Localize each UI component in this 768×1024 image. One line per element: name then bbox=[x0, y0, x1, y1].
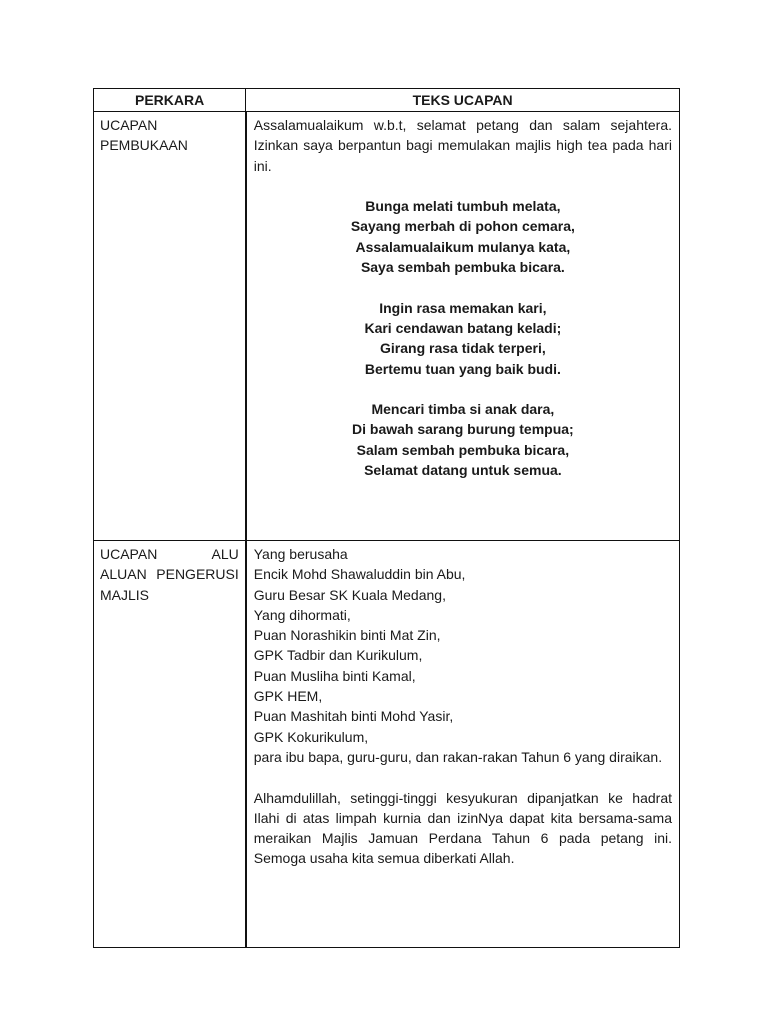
speech-table bbox=[93, 88, 680, 948]
closing-paragraph: Alhamdulillah, setinggi-tinggi kesyukuran dipanjatkan ke hadrat Ilahi di atas limpah kurnia dan izinNya dapat kita bersama-sama meraikan Majlis Jamuan Perdana Tahun 6 pada petang ini. Semoga usaha kita semua diberkati Allah. bbox=[253, 789, 672, 867]
greeting-line: Encik Mohd Shawaluddin bin Abu, bbox=[253, 566, 466, 583]
pantun-line: Di bawah sarang burung tempua; bbox=[352, 421, 574, 438]
greeting-line: para ibu bapa, guru-guru, dan rakan-rakan Tahun 6 yang diraikan. bbox=[253, 748, 663, 765]
pantun-line: Girang rasa tidak terperi, bbox=[380, 340, 546, 357]
header-teks-ucapan: TEKS UCAPAN bbox=[246, 89, 680, 112]
perkara-line: UCAPAN bbox=[100, 117, 158, 133]
teks-cell-pembukaan bbox=[246, 112, 680, 541]
perkara-line: UCAPAN ALU bbox=[100, 546, 239, 562]
greeting-line: Puan Mashitah binti Mohd Yasir, bbox=[253, 708, 454, 725]
greeting-line: GPK Kokurikulum, bbox=[253, 728, 369, 745]
pantun-stanza-1 bbox=[254, 196, 672, 277]
greeting-line: Guru Besar SK Kuala Medang, bbox=[253, 586, 446, 603]
header-perkara: PERKARA bbox=[94, 89, 246, 112]
pantun-line: Saya sembah pembuka bicara. bbox=[360, 259, 565, 276]
table-row-pembukaan bbox=[94, 112, 680, 541]
pantun-line: Assalamualaikum mulanya kata, bbox=[355, 238, 571, 255]
table-row-alu-aluan bbox=[94, 541, 680, 948]
greeting-line: GPK Tadbir dan Kurikulum, bbox=[253, 647, 423, 664]
table-header-row bbox=[94, 89, 680, 112]
greetings-list bbox=[254, 544, 672, 767]
greeting-line: Puan Norashikin binti Mat Zin, bbox=[253, 627, 441, 644]
pantun-line: Ingin rasa memakan kari, bbox=[379, 299, 547, 316]
pantun-line: Salam sembah pembuka bicara, bbox=[356, 441, 570, 458]
pantun-line: Selamat datang untuk semua. bbox=[364, 462, 562, 479]
perkara-cell-alu-aluan bbox=[94, 541, 246, 948]
pantun-stanza-2 bbox=[254, 298, 672, 379]
pantun-line: Mencari timba si anak dara, bbox=[371, 401, 555, 418]
intro-paragraph: Assalamualaikum w.b.t, selamat petang dan salam sejahtera. Izinkan saya berpantun bagi memulakan majlis high tea pada hari ini. bbox=[253, 117, 672, 174]
pantun-line: Kari cendawan batang keladi; bbox=[364, 319, 562, 336]
pantun-line: Sayang merbah di pohon cemara, bbox=[350, 218, 575, 235]
pantun-line: Bunga melati tumbuh melata, bbox=[365, 198, 561, 215]
perkara-line: PEMBUKAAN bbox=[100, 137, 188, 154]
pantun-stanza-3 bbox=[254, 399, 672, 480]
greeting-line: Yang berusaha bbox=[253, 546, 348, 562]
greeting-line: GPK HEM, bbox=[253, 688, 323, 705]
teks-cell-alu-aluan bbox=[246, 541, 680, 948]
perkara-cell-pembukaan bbox=[94, 112, 246, 541]
greeting-line: Puan Musliha binti Kamal, bbox=[253, 667, 416, 684]
perkara-line: MAJLIS bbox=[100, 586, 150, 603]
greeting-line: Yang dihormati, bbox=[253, 606, 351, 623]
pantun-line: Bertemu tuan yang baik budi. bbox=[364, 360, 561, 377]
perkara-line: ALUAN PENGERUSI bbox=[100, 566, 239, 583]
